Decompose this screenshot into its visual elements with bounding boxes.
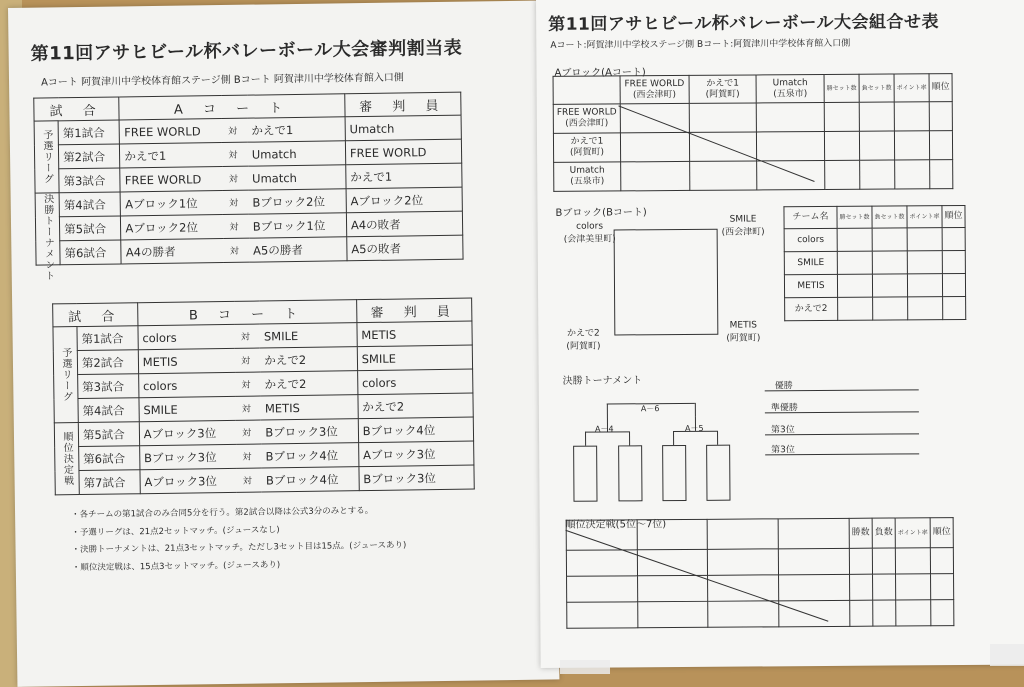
referee-sheet-subtitle: Aコート 阿賀津川中学校体育館ステージ側 Bコート 阿賀津川中学校体育館入口側 bbox=[40, 72, 404, 89]
referee: SMILE bbox=[357, 345, 473, 371]
a-col-team: Umatch (五泉市) bbox=[756, 74, 824, 102]
group-label: 予選リーグ bbox=[53, 327, 78, 423]
note-line: ・順位決定戦は、15点3セットマッチ。(ジュースあり) bbox=[71, 559, 281, 573]
stat-header: 勝セット数 bbox=[837, 206, 872, 228]
bracket-sheet bbox=[536, 0, 1024, 668]
bracket-sheet-subtitle: Aコート:阿賀津川中学校ステージ側 Bコート:阿賀津川中学校体育館入口側 bbox=[550, 38, 851, 51]
team-b: Umatch bbox=[248, 141, 346, 166]
table-row bbox=[36, 235, 463, 265]
match-number: 第7試合 bbox=[79, 470, 140, 495]
place-label: 第3位 bbox=[771, 445, 795, 456]
table-row bbox=[567, 600, 954, 629]
stat-header: チーム名 bbox=[784, 206, 837, 228]
match-number: 第6試合 bbox=[79, 446, 140, 471]
stat-header: 勝セット数 bbox=[824, 74, 859, 102]
match-number: 第2試合 bbox=[59, 144, 121, 169]
a-row-team: FREE WORLD (西会津町) bbox=[553, 104, 620, 133]
vs-label: 対 bbox=[223, 166, 249, 190]
match-number: 第3試合 bbox=[59, 168, 121, 193]
team-b: SMILE bbox=[260, 323, 357, 348]
vs-label: 対 bbox=[235, 348, 260, 372]
referee: Aブロック3位 bbox=[358, 441, 474, 467]
vs-label: 対 bbox=[222, 142, 248, 166]
team-a: Bブロック3位 bbox=[139, 444, 236, 469]
header-match: 試 合 bbox=[34, 97, 120, 121]
group-label: 順位決定戦 bbox=[54, 423, 79, 495]
referee-assignment-sheet bbox=[8, 0, 559, 687]
team-b: かえで2 bbox=[260, 347, 357, 372]
referee: A5の敗者 bbox=[347, 235, 463, 261]
note-line: ・各チームの第1試合のみ合同5分を行う。第2試合以降は公式3分のみとする。 bbox=[71, 505, 374, 521]
team-b: かえで1 bbox=[247, 117, 345, 142]
place-label: 第3位 bbox=[770, 425, 795, 436]
vs-label: 対 bbox=[222, 118, 248, 142]
b-block-label: Bブロック(Bコート) bbox=[555, 207, 647, 219]
header-a-court: A コ ー ト bbox=[119, 94, 345, 120]
stat-header: 順位 bbox=[930, 518, 953, 548]
referee: かえで1 bbox=[346, 163, 462, 189]
referee: Bブロック3位 bbox=[359, 465, 475, 491]
a-col-team: FREE WORLD (西会津町) bbox=[620, 75, 689, 103]
vs-label: 対 bbox=[223, 190, 249, 214]
team-b: METIS bbox=[261, 395, 358, 420]
place-label: 優勝 bbox=[774, 381, 793, 392]
place-line bbox=[765, 433, 919, 435]
team-a: colors bbox=[138, 324, 235, 349]
team-name: SMILE bbox=[784, 251, 837, 274]
team-b: Bブロック2位 bbox=[248, 189, 346, 214]
referee: Bブロック4位 bbox=[358, 417, 474, 443]
vs-label: 対 bbox=[235, 372, 260, 396]
stat-header: 勝数 bbox=[849, 518, 872, 548]
corner-team-metis: METIS (阿賀町) bbox=[726, 320, 761, 344]
bracket-line bbox=[629, 431, 630, 445]
note-line: ・予選リーグは、21点2セットマッチ。(ジュースなし) bbox=[71, 524, 280, 538]
team-a: colors bbox=[138, 372, 235, 397]
team-a: FREE WORLD bbox=[119, 119, 222, 144]
bracket-line bbox=[695, 403, 696, 417]
team-b: Bブロック1位 bbox=[249, 213, 347, 238]
rules-notes bbox=[71, 502, 407, 577]
place-line bbox=[765, 411, 919, 413]
header-b-court: B コ ー ト bbox=[137, 300, 356, 326]
table-row bbox=[784, 228, 965, 252]
bracket-line bbox=[695, 417, 696, 431]
team-a: かえで1 bbox=[120, 143, 223, 168]
place-label: 準優勝 bbox=[770, 403, 798, 414]
stat-header: 順位 bbox=[942, 206, 965, 228]
bracket-line bbox=[673, 431, 674, 445]
final-match-label: A－6 bbox=[640, 404, 660, 414]
seed-slot bbox=[706, 445, 730, 501]
team-a: METIS bbox=[138, 348, 235, 373]
tournament-label: 決勝トーナメント bbox=[562, 375, 643, 387]
bracket-sheet-title: 第11回アサヒビール杯バレーボール大会組合せ表 bbox=[548, 12, 940, 35]
team-a: SMILE bbox=[139, 396, 236, 421]
tape bbox=[560, 660, 610, 674]
b-block-table bbox=[783, 205, 966, 321]
table-row bbox=[554, 160, 953, 192]
a-col-team: かえで1 (阿賀町) bbox=[689, 75, 757, 103]
corner-team-colors: colors (会津美里町) bbox=[563, 221, 616, 245]
vs-label: 対 bbox=[237, 468, 262, 492]
referee: Umatch bbox=[345, 115, 461, 141]
corner-team-smile: SMILE (西会津町) bbox=[721, 214, 765, 238]
team-name: METIS bbox=[784, 274, 837, 297]
group-label: 決勝トーナメント bbox=[35, 193, 60, 265]
semi2-match-label: A－5 bbox=[684, 423, 704, 433]
team-a: Aブロック3位 bbox=[140, 468, 237, 493]
stat-header: 負セット数 bbox=[859, 74, 894, 102]
vs-label: 対 bbox=[236, 420, 261, 444]
place-line bbox=[765, 453, 919, 455]
referee: A4の敗者 bbox=[346, 211, 462, 237]
match-number: 第6試合 bbox=[60, 240, 122, 265]
placement-table bbox=[566, 517, 955, 629]
semi1-match-label: A－4 bbox=[594, 424, 614, 434]
team-a: A4の勝者 bbox=[121, 239, 224, 264]
vs-label: 対 bbox=[236, 396, 261, 420]
team-b: Bブロック4位 bbox=[261, 443, 358, 468]
a-row-team: かえで1 (阿賀町) bbox=[553, 133, 620, 162]
referee-sheet-title: 第11回アサヒビール杯バレーボール大会審判割当表 bbox=[30, 37, 463, 65]
team-name: かえで2 bbox=[785, 297, 838, 320]
table-row bbox=[55, 465, 474, 495]
stat-header: ポイント率 bbox=[894, 74, 929, 102]
match-number: 第5試合 bbox=[60, 216, 122, 241]
a-row-team: Umatch (五泉市) bbox=[554, 162, 621, 191]
team-b: Bブロック4位 bbox=[262, 467, 359, 492]
team-b: かえで2 bbox=[260, 371, 357, 396]
table-row bbox=[785, 297, 966, 321]
team-a: Aブロック2位 bbox=[121, 215, 224, 240]
match-number: 第1試合 bbox=[58, 120, 120, 145]
match-number: 第3試合 bbox=[78, 374, 139, 399]
tape bbox=[990, 644, 1024, 666]
vs-label: 対 bbox=[224, 238, 250, 262]
seed-slot bbox=[573, 446, 597, 502]
table-row bbox=[784, 251, 965, 275]
vs-label: 対 bbox=[235, 324, 260, 348]
header-match: 試 合 bbox=[53, 303, 138, 327]
stat-header: ポイント率 bbox=[907, 206, 942, 228]
group-label: 予選リーグ bbox=[34, 121, 59, 193]
bracket-line bbox=[607, 418, 608, 432]
team-a: Aブロック1位 bbox=[120, 191, 223, 216]
a-block-table bbox=[553, 73, 954, 192]
team-b: Bブロック3位 bbox=[261, 419, 358, 444]
team-b: Umatch bbox=[248, 165, 346, 190]
header-referee: 審 判 員 bbox=[345, 92, 461, 117]
stat-header: 負数 bbox=[872, 518, 895, 548]
table-row bbox=[566, 548, 953, 577]
stat-header: 順位 bbox=[929, 74, 952, 102]
match-number: 第4試合 bbox=[59, 192, 121, 217]
team-a: Aブロック3位 bbox=[139, 420, 236, 445]
match-number: 第4試合 bbox=[78, 398, 139, 423]
note-line: ・決勝トーナメントは、21点3セットマッチ。ただし3セット目は15点。(ジュースあり) bbox=[71, 540, 407, 556]
bracket-line bbox=[717, 431, 718, 445]
team-name: colors bbox=[784, 228, 837, 251]
bracket-line bbox=[607, 404, 608, 418]
seed-slot bbox=[618, 445, 642, 501]
match-number: 第2試合 bbox=[77, 350, 138, 375]
placement-label: 順位決定戦(5位～7位) bbox=[565, 519, 667, 531]
a-court-table bbox=[33, 92, 463, 282]
a-block-label: Aブロック(Aコート) bbox=[554, 67, 646, 79]
team-b: A5の勝者 bbox=[249, 237, 347, 262]
referee: FREE WORLD bbox=[345, 139, 461, 165]
referee: Aブロック2位 bbox=[346, 187, 462, 213]
corner-team-kaede2: かえで2 (阿賀町) bbox=[566, 328, 601, 352]
place-line bbox=[765, 389, 919, 391]
referee: METIS bbox=[357, 321, 473, 347]
header-referee: 審 判 員 bbox=[356, 298, 472, 323]
referee: かえで2 bbox=[358, 393, 474, 419]
b-court-table bbox=[52, 298, 475, 496]
vs-label: 対 bbox=[236, 444, 261, 468]
stat-header: ポイント率 bbox=[895, 518, 930, 548]
referee: colors bbox=[357, 369, 473, 395]
stat-header: 負セット数 bbox=[872, 206, 907, 228]
match-number: 第1試合 bbox=[77, 326, 138, 351]
round-robin-square bbox=[614, 229, 719, 336]
table-row bbox=[553, 102, 952, 134]
team-a: FREE WORLD bbox=[120, 167, 223, 192]
bracket-line bbox=[585, 432, 586, 446]
seed-slot bbox=[662, 445, 686, 501]
vs-label: 対 bbox=[223, 214, 249, 238]
table-row bbox=[784, 274, 965, 298]
match-number: 第5試合 bbox=[78, 422, 139, 447]
